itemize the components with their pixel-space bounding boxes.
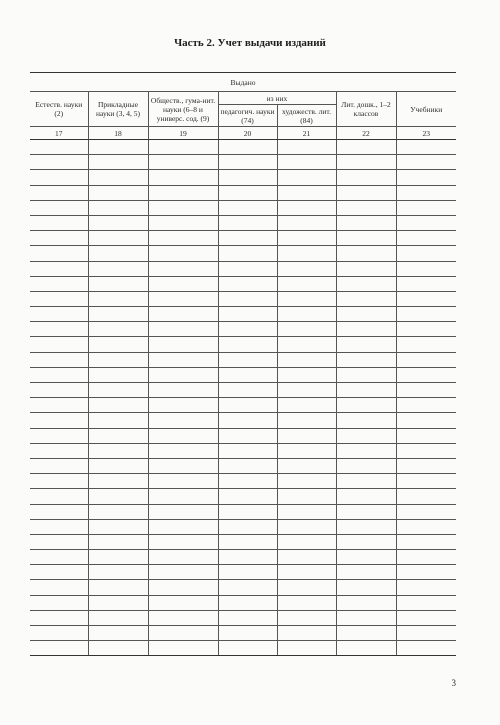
table-row [30, 155, 456, 170]
blank-cell[interactable] [277, 155, 336, 170]
blank-cell[interactable] [336, 458, 396, 473]
table-row [30, 322, 456, 337]
blank-cell[interactable] [396, 307, 456, 322]
column-number: 23 [396, 127, 456, 140]
table-row [30, 474, 456, 489]
blank-cell[interactable] [148, 626, 218, 641]
blank-cell[interactable] [218, 185, 277, 200]
column-header-pedagogical-sciences: педагогич. науки (74) [218, 105, 277, 127]
blank-cell[interactable] [30, 610, 88, 625]
blank-cell[interactable] [277, 398, 336, 413]
blank-cell[interactable] [30, 413, 88, 428]
table-row [30, 580, 456, 595]
blank-cell[interactable] [277, 504, 336, 519]
blank-cell[interactable] [218, 276, 277, 291]
blank-cell[interactable] [88, 474, 148, 489]
blank-cell[interactable] [336, 140, 396, 155]
blank-cell[interactable] [336, 291, 396, 306]
blank-cell[interactable] [30, 383, 88, 398]
blank-cell[interactable] [148, 337, 218, 352]
blank-cell[interactable] [396, 474, 456, 489]
blank-cell[interactable] [218, 322, 277, 337]
table-row [30, 550, 456, 565]
blank-cell[interactable] [30, 231, 88, 246]
blank-cell[interactable] [277, 519, 336, 534]
blank-cell[interactable] [30, 550, 88, 565]
blank-cell[interactable] [218, 383, 277, 398]
blank-cell[interactable] [396, 367, 456, 382]
blank-cell[interactable] [336, 428, 396, 443]
table-row [30, 185, 456, 200]
blank-cell[interactable] [148, 215, 218, 230]
table-row [30, 276, 456, 291]
column-number: 18 [88, 127, 148, 140]
blank-cell[interactable] [336, 276, 396, 291]
blank-cell[interactable] [148, 595, 218, 610]
blank-cell[interactable] [277, 140, 336, 155]
blank-cell[interactable] [88, 307, 148, 322]
blank-cell[interactable] [88, 580, 148, 595]
blank-cell[interactable] [30, 307, 88, 322]
blank-cell[interactable] [277, 215, 336, 230]
blank-cell[interactable] [396, 261, 456, 276]
column-header-natural-sciences: Естеств. науки (2) [30, 92, 88, 127]
table-row [30, 504, 456, 519]
table-row [30, 246, 456, 261]
blank-cell[interactable] [88, 489, 148, 504]
table-row [30, 307, 456, 322]
column-number: 20 [218, 127, 277, 140]
blank-cell[interactable] [30, 580, 88, 595]
table-row [30, 140, 456, 155]
blank-cell[interactable] [336, 550, 396, 565]
table-row [30, 519, 456, 534]
blank-cell[interactable] [277, 200, 336, 215]
blank-cell[interactable] [148, 200, 218, 215]
blank-cell[interactable] [336, 610, 396, 625]
blank-cell[interactable] [218, 489, 277, 504]
blank-cell[interactable] [277, 261, 336, 276]
column-header-textbooks: Учебники [396, 92, 456, 127]
column-number: 19 [148, 127, 218, 140]
blank-cell[interactable] [336, 565, 396, 580]
blank-cell[interactable] [336, 322, 396, 337]
blank-cell[interactable] [148, 443, 218, 458]
table-row [30, 383, 456, 398]
blank-cell[interactable] [88, 215, 148, 230]
page-title: Часть 2. Учет выдачи изданий [174, 37, 326, 49]
blank-cell[interactable] [148, 398, 218, 413]
blank-cell[interactable] [148, 291, 218, 306]
blank-cell[interactable] [218, 595, 277, 610]
blank-cell[interactable] [88, 276, 148, 291]
table-row [30, 626, 456, 641]
blank-cell[interactable] [218, 580, 277, 595]
blank-cell[interactable] [30, 565, 88, 580]
table-row [30, 413, 456, 428]
blank-cell[interactable] [30, 170, 88, 185]
blank-cell[interactable] [336, 170, 396, 185]
blank-cell[interactable] [396, 215, 456, 230]
blank-cell[interactable] [336, 215, 396, 230]
blank-cell[interactable] [30, 352, 88, 367]
blank-cell[interactable] [336, 504, 396, 519]
blank-cell[interactable] [88, 428, 148, 443]
blank-cell[interactable] [88, 626, 148, 641]
table-row [30, 200, 456, 215]
blank-cell[interactable] [396, 489, 456, 504]
blank-cell[interactable] [218, 215, 277, 230]
table-row [30, 231, 456, 246]
blank-cell[interactable] [218, 641, 277, 656]
table-row [30, 261, 456, 276]
blank-cell[interactable] [336, 307, 396, 322]
blank-cell[interactable] [396, 443, 456, 458]
blank-cell[interactable] [88, 170, 148, 185]
blank-cell[interactable] [277, 276, 336, 291]
table-row [30, 215, 456, 230]
blank-cell[interactable] [88, 337, 148, 352]
blank-cell[interactable] [336, 246, 396, 261]
table-row [30, 398, 456, 413]
blank-cell[interactable] [336, 519, 396, 534]
blank-cell[interactable] [88, 352, 148, 367]
blank-cell[interactable] [277, 170, 336, 185]
blank-cell[interactable] [336, 231, 396, 246]
blank-cell[interactable] [336, 398, 396, 413]
blank-cell[interactable] [30, 428, 88, 443]
blank-cell[interactable] [218, 246, 277, 261]
blank-cell[interactable] [218, 261, 277, 276]
blank-cell[interactable] [30, 155, 88, 170]
blank-cell[interactable] [88, 398, 148, 413]
blank-cell[interactable] [148, 489, 218, 504]
blank-cell[interactable] [277, 565, 336, 580]
blank-cell[interactable] [88, 413, 148, 428]
blank-cell[interactable] [396, 231, 456, 246]
column-header-preschool-literature: Лит. дошк., 1–2 классов [336, 92, 396, 127]
table-row [30, 565, 456, 580]
table-row [30, 641, 456, 656]
blank-cell[interactable] [277, 428, 336, 443]
blank-cell[interactable] [336, 595, 396, 610]
blank-cell[interactable] [396, 626, 456, 641]
blank-cell[interactable] [336, 155, 396, 170]
blank-cell[interactable] [277, 534, 336, 549]
blank-cell[interactable] [218, 413, 277, 428]
blank-cell[interactable] [277, 307, 336, 322]
blank-cell[interactable] [148, 185, 218, 200]
blank-cell[interactable] [148, 428, 218, 443]
blank-cell[interactable] [396, 185, 456, 200]
blank-cell[interactable] [88, 231, 148, 246]
blank-cell[interactable] [396, 322, 456, 337]
blank-cell[interactable] [336, 489, 396, 504]
blank-cell[interactable] [336, 474, 396, 489]
table-row [30, 170, 456, 185]
blank-cell[interactable] [30, 474, 88, 489]
blank-cell[interactable] [88, 155, 148, 170]
blank-cell[interactable] [88, 367, 148, 382]
blank-cell[interactable] [277, 337, 336, 352]
ledger-body [30, 140, 456, 656]
table-row [30, 595, 456, 610]
blank-cell[interactable] [148, 550, 218, 565]
blank-cell[interactable] [88, 185, 148, 200]
blank-cell[interactable] [30, 443, 88, 458]
blank-cell[interactable] [396, 352, 456, 367]
blank-cell[interactable] [148, 458, 218, 473]
blank-cell[interactable] [148, 276, 218, 291]
issue-ledger-table [30, 72, 456, 656]
blank-cell[interactable] [336, 443, 396, 458]
blank-cell[interactable] [148, 155, 218, 170]
blank-cell[interactable] [396, 458, 456, 473]
blank-cell[interactable] [218, 428, 277, 443]
blank-cell[interactable] [88, 443, 148, 458]
table-row [30, 291, 456, 306]
blank-cell[interactable] [148, 352, 218, 367]
blank-cell[interactable] [277, 322, 336, 337]
blank-cell[interactable] [396, 170, 456, 185]
blank-cell[interactable] [218, 504, 277, 519]
blank-cell[interactable] [396, 140, 456, 155]
blank-cell[interactable] [88, 458, 148, 473]
blank-cell[interactable] [30, 215, 88, 230]
blank-cell[interactable] [88, 322, 148, 337]
blank-cell[interactable] [30, 322, 88, 337]
blank-cell[interactable] [148, 261, 218, 276]
blank-cell[interactable] [148, 519, 218, 534]
blank-cell[interactable] [277, 352, 336, 367]
blank-cell[interactable] [336, 383, 396, 398]
blank-cell[interactable] [336, 413, 396, 428]
blank-cell[interactable] [148, 580, 218, 595]
blank-cell[interactable] [30, 337, 88, 352]
blank-cell[interactable] [277, 626, 336, 641]
blank-cell[interactable] [396, 595, 456, 610]
blank-cell[interactable] [148, 246, 218, 261]
blank-cell[interactable] [396, 504, 456, 519]
blank-cell[interactable] [148, 534, 218, 549]
blank-cell[interactable] [88, 504, 148, 519]
blank-cell[interactable] [148, 367, 218, 382]
blank-cell[interactable] [30, 626, 88, 641]
blank-cell[interactable] [218, 534, 277, 549]
blank-cell[interactable] [336, 185, 396, 200]
blank-cell[interactable] [30, 489, 88, 504]
table-row [30, 443, 456, 458]
blank-cell[interactable] [218, 200, 277, 215]
column-number: 22 [336, 127, 396, 140]
blank-cell[interactable] [218, 291, 277, 306]
blank-cell[interactable] [218, 155, 277, 170]
blank-cell[interactable] [277, 595, 336, 610]
blank-cell[interactable] [336, 580, 396, 595]
blank-cell[interactable] [218, 443, 277, 458]
blank-cell[interactable] [396, 291, 456, 306]
table-row [30, 458, 456, 473]
blank-cell[interactable] [30, 534, 88, 549]
page-number: 3 [451, 678, 456, 688]
table-row [30, 489, 456, 504]
blank-cell[interactable] [88, 565, 148, 580]
blank-cell[interactable] [277, 489, 336, 504]
table-row [30, 610, 456, 625]
blank-cell[interactable] [88, 261, 148, 276]
blank-cell[interactable] [277, 458, 336, 473]
blank-cell[interactable] [218, 398, 277, 413]
blank-cell[interactable] [277, 231, 336, 246]
blank-cell[interactable] [396, 550, 456, 565]
blank-cell[interactable] [88, 246, 148, 261]
blank-cell[interactable] [30, 641, 88, 656]
blank-cell[interactable] [396, 276, 456, 291]
blank-cell[interactable] [218, 474, 277, 489]
blank-cell[interactable] [277, 413, 336, 428]
blank-cell[interactable] [148, 383, 218, 398]
blank-cell[interactable] [148, 565, 218, 580]
column-number: 21 [277, 127, 336, 140]
blank-cell[interactable] [396, 580, 456, 595]
blank-cell[interactable] [218, 337, 277, 352]
blank-cell[interactable] [30, 504, 88, 519]
column-number: 17 [30, 127, 88, 140]
blank-cell[interactable] [277, 367, 336, 382]
blank-cell[interactable] [88, 550, 148, 565]
blank-cell[interactable] [88, 519, 148, 534]
blank-cell[interactable] [277, 383, 336, 398]
blank-cell[interactable] [218, 565, 277, 580]
blank-cell[interactable] [396, 641, 456, 656]
blank-cell[interactable] [218, 231, 277, 246]
table-row [30, 352, 456, 367]
blank-cell[interactable] [396, 413, 456, 428]
blank-cell[interactable] [277, 550, 336, 565]
blank-cell[interactable] [336, 641, 396, 656]
column-header-fiction: художеств. лит. (84) [277, 105, 336, 127]
blank-cell[interactable] [88, 534, 148, 549]
blank-cell[interactable] [218, 367, 277, 382]
blank-cell[interactable] [336, 367, 396, 382]
blank-cell[interactable] [218, 519, 277, 534]
table-row [30, 367, 456, 382]
blank-cell[interactable] [396, 565, 456, 580]
blank-cell[interactable] [396, 398, 456, 413]
blank-cell[interactable] [30, 398, 88, 413]
blank-cell[interactable] [277, 641, 336, 656]
blank-cell[interactable] [148, 170, 218, 185]
blank-cell[interactable] [218, 140, 277, 155]
table-row [30, 428, 456, 443]
table-row [30, 534, 456, 549]
blank-cell[interactable] [277, 580, 336, 595]
blank-cell[interactable] [30, 246, 88, 261]
blank-cell[interactable] [88, 595, 148, 610]
blank-cell[interactable] [30, 291, 88, 306]
blank-cell[interactable] [218, 307, 277, 322]
blank-cell[interactable] [88, 291, 148, 306]
table-row [30, 337, 456, 352]
blank-cell[interactable] [396, 200, 456, 215]
blank-cell[interactable] [396, 519, 456, 534]
blank-cell[interactable] [277, 443, 336, 458]
blank-cell[interactable] [336, 337, 396, 352]
of-which-subgroup-header: из них [218, 92, 336, 105]
blank-cell[interactable] [88, 610, 148, 625]
blank-cell[interactable] [148, 504, 218, 519]
blank-cell[interactable] [148, 641, 218, 656]
blank-cell[interactable] [336, 626, 396, 641]
column-header-social-humanities: Обществ., гума-нит. науки (6–8 и универс. сод. (9) [148, 92, 218, 127]
blank-cell[interactable] [277, 185, 336, 200]
blank-cell[interactable] [396, 383, 456, 398]
blank-cell[interactable] [218, 352, 277, 367]
blank-cell[interactable] [218, 170, 277, 185]
blank-cell[interactable] [218, 626, 277, 641]
blank-cell[interactable] [148, 307, 218, 322]
blank-cell[interactable] [396, 534, 456, 549]
blank-cell[interactable] [277, 610, 336, 625]
blank-cell[interactable] [277, 246, 336, 261]
blank-cell[interactable] [218, 610, 277, 625]
blank-cell[interactable] [148, 474, 218, 489]
blank-cell[interactable] [88, 641, 148, 656]
blank-cell[interactable] [30, 595, 88, 610]
blank-cell[interactable] [30, 519, 88, 534]
blank-cell[interactable] [148, 413, 218, 428]
blank-cell[interactable] [88, 140, 148, 155]
blank-cell[interactable] [148, 231, 218, 246]
blank-cell[interactable] [30, 458, 88, 473]
column-header-applied-sciences: Прикладные науки (3, 4, 5) [88, 92, 148, 127]
blank-cell[interactable] [30, 185, 88, 200]
blank-cell[interactable] [396, 428, 456, 443]
blank-cell[interactable] [277, 291, 336, 306]
blank-cell[interactable] [396, 246, 456, 261]
blank-cell[interactable] [30, 140, 88, 155]
blank-cell[interactable] [277, 474, 336, 489]
blank-cell[interactable] [148, 610, 218, 625]
blank-cell[interactable] [396, 610, 456, 625]
blank-cell[interactable] [218, 458, 277, 473]
blank-cell[interactable] [30, 200, 88, 215]
blank-cell[interactable] [88, 200, 148, 215]
blank-cell[interactable] [148, 140, 218, 155]
blank-cell[interactable] [336, 352, 396, 367]
blank-cell[interactable] [148, 322, 218, 337]
blank-cell[interactable] [336, 200, 396, 215]
blank-cell[interactable] [30, 261, 88, 276]
blank-cell[interactable] [336, 534, 396, 549]
blank-cell[interactable] [88, 383, 148, 398]
blank-cell[interactable] [396, 155, 456, 170]
blank-cell[interactable] [336, 261, 396, 276]
blank-cell[interactable] [30, 367, 88, 382]
blank-cell[interactable] [218, 550, 277, 565]
issued-group-header: Выдано [30, 73, 456, 92]
blank-cell[interactable] [396, 337, 456, 352]
blank-cell[interactable] [30, 276, 88, 291]
